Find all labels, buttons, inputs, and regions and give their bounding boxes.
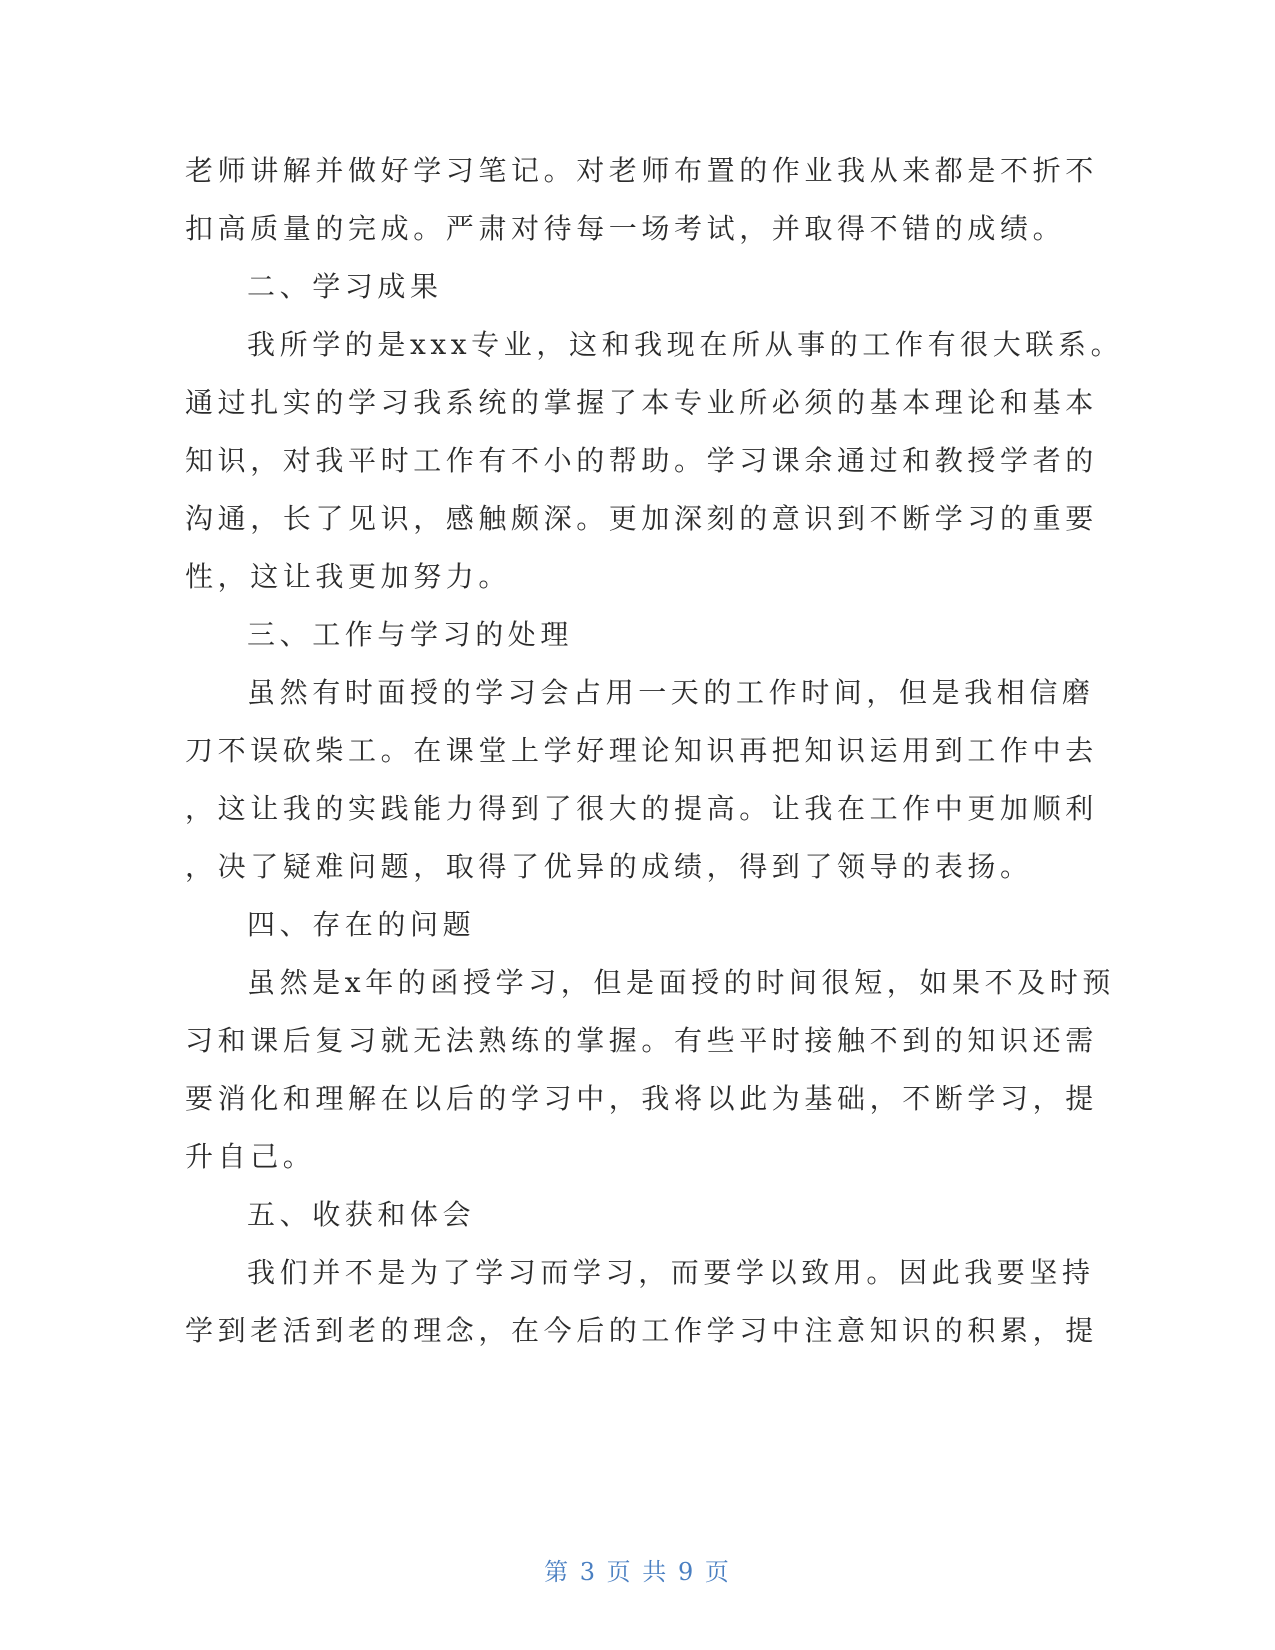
- text-line-17: 要消化和理解在以后的学习中，我将以此为基础，不断学习，提: [185, 1082, 1098, 1115]
- text-line-4: 我所学的是xxx专业，这和我现在所从事的工作有很大联系。: [247, 328, 1124, 361]
- text-line-11: 刀不误砍柴工。在课堂上学好理论知识再把知识运用到工作中去: [185, 734, 1098, 767]
- text-line-18: 升自己。: [185, 1140, 316, 1173]
- text-line-20: 我们并不是为了学习而学习，而要学以致用。因此我要坚持: [247, 1256, 1095, 1289]
- text-line-10: 虽然有时面授的学习会占用一天的工作时间，但是我相信磨: [247, 676, 1095, 709]
- text-line-6: 知识，对我平时工作有不小的帮助。学习课余通过和教授学者的: [185, 444, 1098, 477]
- text-line-21: 学到老活到老的理念，在今后的工作学习中注意知识的积累，提: [185, 1314, 1098, 1347]
- text-line-15: 虽然是x年的函授学习，但是面授的时间很短，如果不及时预: [247, 966, 1115, 999]
- page-number-footer: 第 3 页 共 9 页: [544, 1558, 731, 1586]
- section-heading-3: 三、工作与学习的处理: [247, 618, 574, 651]
- text-line-1: 老师讲解并做好学习笔记。对老师布置的作业我从来都是不折不: [185, 154, 1098, 187]
- text-line-13: ，决了疑难问题，取得了优异的成绩，得到了领导的表扬。: [185, 850, 1033, 883]
- section-heading-2: 二、学习成果: [247, 270, 443, 303]
- text-line-7: 沟通，长了见识，感触颇深。更加深刻的意识到不断学习的重要: [185, 502, 1098, 535]
- section-heading-5: 五、收获和体会: [247, 1198, 476, 1231]
- text-line-5: 通过扎实的学习我系统的掌握了本专业所必须的基本理论和基本: [185, 386, 1098, 419]
- text-line-16: 习和课后复习就无法熟练的掌握。有些平时接触不到的知识还需: [185, 1024, 1098, 1057]
- text-line-2: 扣高质量的完成。严肃对待每一场考试，并取得不错的成绩。: [185, 212, 1066, 245]
- document-body: [185, 142, 1124, 1360]
- text-line-8: 性，这让我更加努力。: [185, 560, 512, 593]
- section-heading-4: 四、存在的问题: [247, 908, 476, 941]
- text-line-12: ，这让我的实践能力得到了很大的提高。让我在工作中更加顺利: [185, 792, 1098, 825]
